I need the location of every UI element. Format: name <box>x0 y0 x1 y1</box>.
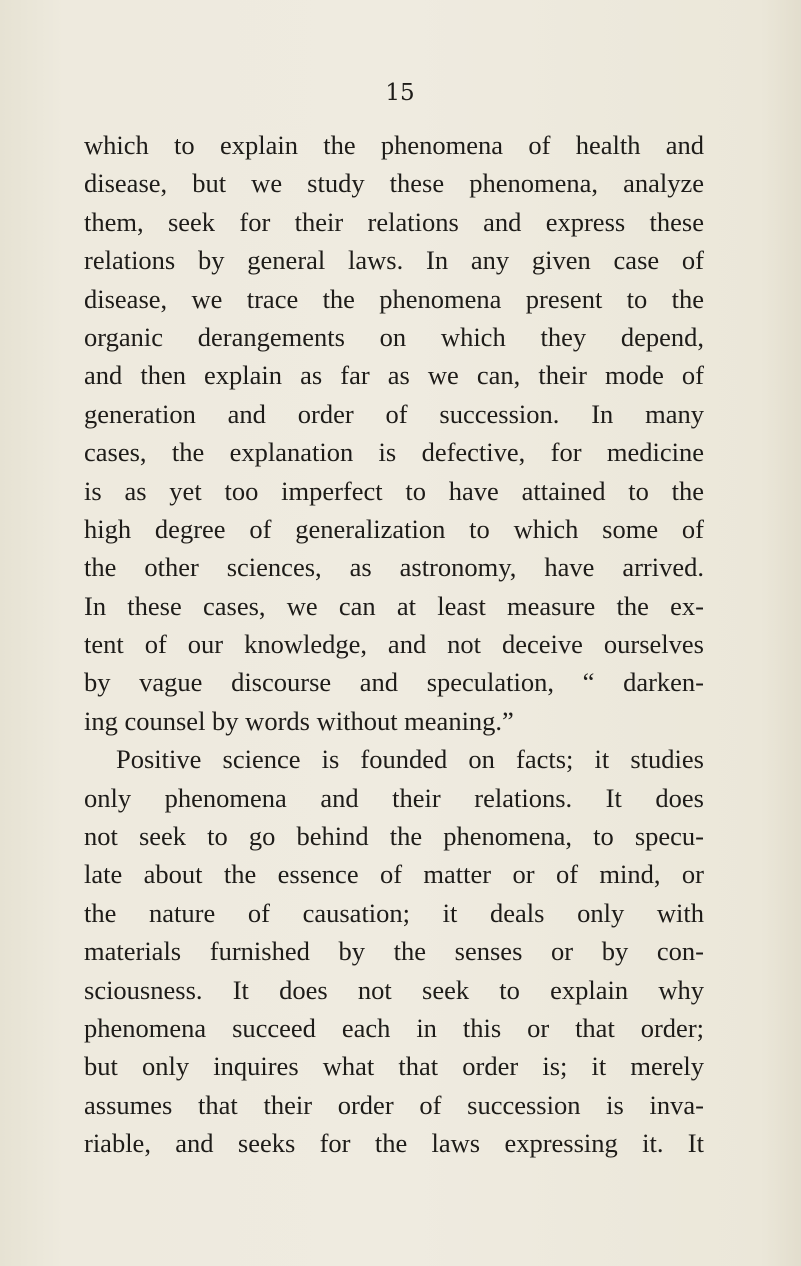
page-number: 15 <box>385 80 415 106</box>
text-line: tent of our knowledge, and not deceive ourselves <box>84 629 704 660</box>
text-line: the nature of causation; it deals only with <box>84 897 704 928</box>
text-line: riable, and seeks for the laws expressing it. It <box>84 1128 704 1159</box>
text-line: the other sciences, as astronomy, have arrived. <box>84 552 704 583</box>
text-line: but only inquires what that order is; it merely <box>84 1051 704 1082</box>
text-line: and then explain as far as we can, their mode of <box>84 360 704 391</box>
text-line: relations by general laws. In any given case of <box>84 245 704 276</box>
text-line: assumes that their order of succession is inva- <box>84 1089 704 1120</box>
text-line: organic derangements on which they depend, <box>84 321 704 352</box>
body-text <box>84 126 704 1163</box>
text-line: ing counsel by words without meaning.” <box>84 705 514 736</box>
text-line: In these cases, we can at least measure the ex- <box>84 590 704 621</box>
text-line: sciousness. It does not seek to explain why <box>84 974 704 1005</box>
text-line: materials furnished by the senses or by con- <box>84 936 704 967</box>
text-line: generation and order of succession. In many <box>84 398 704 429</box>
text-line: late about the essence of matter or of mind, or <box>84 859 704 890</box>
text-line: is as yet too imperfect to have attained to the <box>84 475 704 506</box>
text-line: phenomena succeed each in this or that order; <box>84 1012 704 1043</box>
text-line: by vague discourse and speculation, “ darken- <box>84 667 704 698</box>
text-line: high degree of generalization to which some of <box>84 513 704 544</box>
text-line: disease, but we study these phenomena, analyze <box>84 168 704 199</box>
text-line: which to explain the phenomena of health and <box>84 130 704 160</box>
text-line: only phenomena and their relations. It does <box>84 782 704 813</box>
text-line: cases, the explanation is defective, for medicine <box>84 437 704 468</box>
text-line: not seek to go behind the phenomena, to specu- <box>84 821 704 852</box>
text-line: disease, we trace the phenomena present to the <box>84 283 704 314</box>
paragraph-start-line: Positive science is founded on facts; it studies <box>116 744 704 775</box>
text-line: them, seek for their relations and express these <box>84 206 704 237</box>
